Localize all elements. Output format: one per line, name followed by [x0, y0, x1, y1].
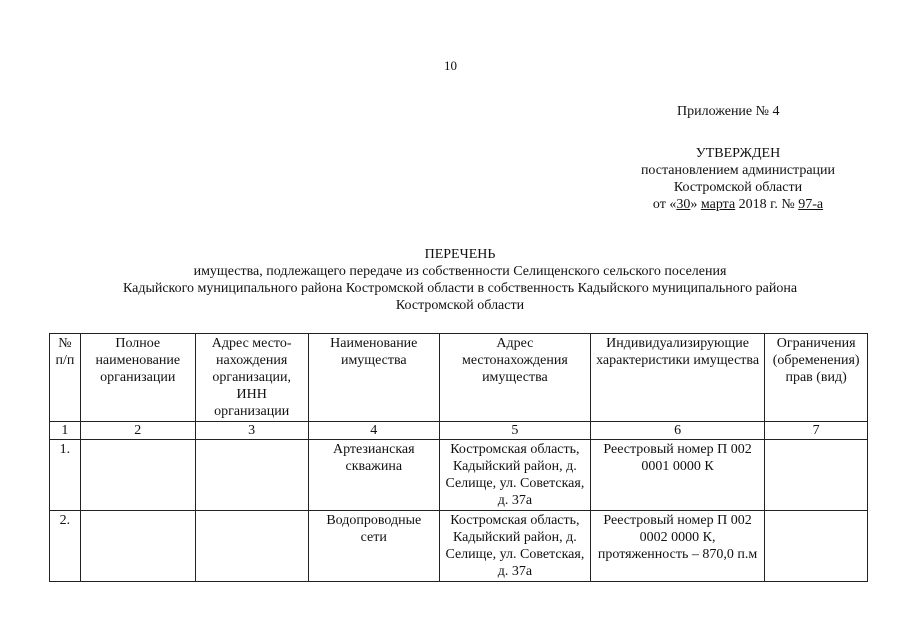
- column-number: 1: [50, 422, 81, 440]
- approval-date-line: [618, 196, 858, 213]
- date-suffix: 2018 г. №: [735, 197, 799, 212]
- column-number: 5: [439, 422, 590, 440]
- property-table: [49, 333, 868, 582]
- column-number: 7: [765, 422, 868, 440]
- column-number: 2: [80, 422, 195, 440]
- column-number-row: [50, 422, 868, 440]
- column-number: 6: [590, 422, 764, 440]
- row-number: 1.: [50, 440, 81, 511]
- row-property-name: Водопроводные сети: [308, 511, 439, 582]
- row-org-address: [195, 440, 308, 511]
- header-cell: Адрес место-нахождения организации, ИНН организации: [195, 334, 308, 422]
- title-heading: ПЕРЕЧЕНЬ: [424, 247, 496, 262]
- header-cell: № п/п: [50, 334, 81, 422]
- approval-line-1: постановлением администрации: [640, 163, 836, 178]
- title-line-1: имущества, подлежащего передаче из собственности Селищенского сельского поселения: [193, 264, 727, 279]
- header-cell: Полное наименование организации: [80, 334, 195, 422]
- row-characteristics: Реестровый номер П 002 0002 0000 К, протяженность – 870,0 п.м: [590, 511, 764, 582]
- row-property-name: Артезианская скважина: [308, 440, 439, 511]
- approval-month: марта: [700, 197, 736, 212]
- header-cell: Ограничения (обременения) прав (вид): [765, 334, 868, 422]
- date-prefix: от «: [652, 197, 677, 212]
- row-restrictions: [765, 440, 868, 511]
- table-row: [50, 511, 868, 582]
- header-cell: Индивидуализирующие характеристики имущества: [590, 334, 764, 422]
- row-org: [80, 511, 195, 582]
- table-header-row: [50, 334, 868, 422]
- row-org-address: [195, 511, 308, 582]
- row-restrictions: [765, 511, 868, 582]
- approval-block: [618, 145, 858, 213]
- row-property-address: Костромская область, Кадыйский район, д. Селище, ул. Советская, д. 37а: [439, 511, 590, 582]
- column-number: 3: [195, 422, 308, 440]
- table-row: [50, 440, 868, 511]
- column-number: 4: [308, 422, 439, 440]
- appendix-label: Приложение № 4: [677, 104, 780, 119]
- approval-day: 30: [676, 197, 691, 212]
- header-cell: Адрес местонахождения имущества: [439, 334, 590, 422]
- approval-doc-number: 97-а: [798, 197, 824, 212]
- page-number: 10: [444, 58, 457, 73]
- title-line-2: Кадыйского муниципального района Костромской области в собственность Кадыйского муниципального района: [122, 281, 798, 296]
- row-property-address: Костромская область, Кадыйский район, д. Селище, ул. Советская, д. 37а: [439, 440, 590, 511]
- title-line-3: Костромской области: [395, 298, 525, 313]
- approval-line-2: Костромской области: [673, 180, 803, 195]
- document-title: [60, 246, 860, 314]
- row-number: 2.: [50, 511, 81, 582]
- row-org: [80, 440, 195, 511]
- header-cell: Наименование имущества: [308, 334, 439, 422]
- date-mid: »: [690, 197, 701, 212]
- approval-heading: УТВЕРЖДЕН: [695, 146, 781, 161]
- row-characteristics: Реестровый номер П 002 0001 0000 К: [590, 440, 764, 511]
